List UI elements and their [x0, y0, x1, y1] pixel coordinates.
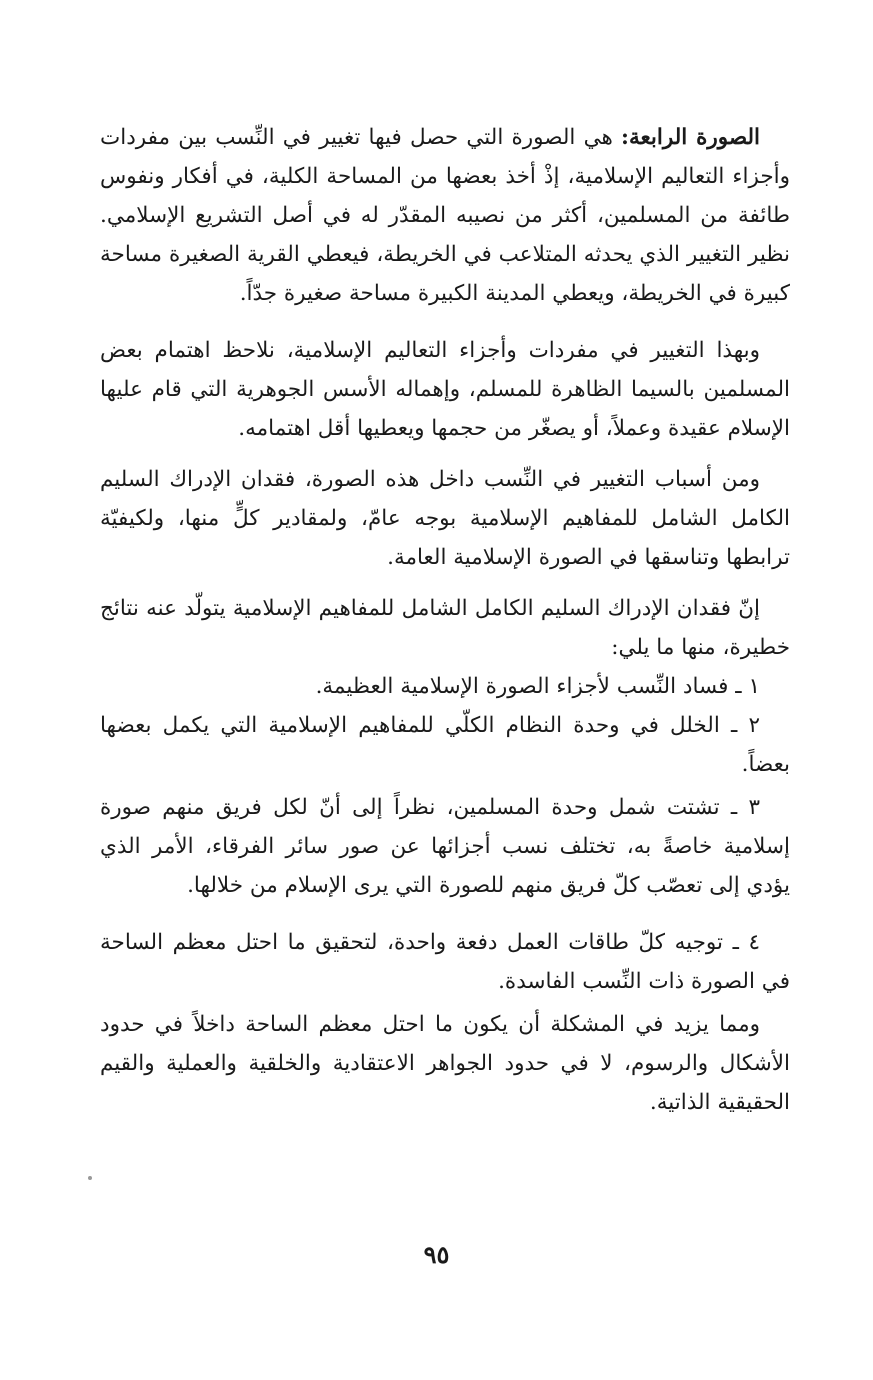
paragraph-problem-aggravation: ومما يزيد في المشكلة أن يكون ما احتل معظم الساحة داخلاً في حدود الأشكال والرسوم، لا في حدود الجواهر الاعتقادية والخلقية والعملية والقيم الحقيقية الذاتية. — [100, 1012, 790, 1115]
page-body — [100, 118, 790, 1122]
paragraph-lead-heading: الصورة الرابعة: — [621, 125, 760, 150]
paragraph-change-effects: وبهذا التغيير في مفردات وأجزاء التعاليم الإسلامية، نلاحظ اهتمام بعض المسلمين بالسيما الظاهرة للمسلم، وإهماله الأسس الجوهرية التي قام عليها الإسلام عقيدة وعملاً، أو يصغّر من حجمها ويعطيها أقل اهتمامه. — [100, 338, 790, 441]
paragraph-consequences-intro: إنّ فقدان الإدراك السليم الكامل الشامل للمفاهيم الإسلامية يتولّد عنه نتائج خطيرة، منها ما يلي: — [100, 596, 790, 660]
list-item-1: ١ ـ فساد النِّسب لأجزاء الصورة الإسلامية العظيمة. — [315, 674, 760, 699]
paragraph-text: هي الصورة التي حصل فيها تغيير في النِّسب بين مفردات وأجزاء التعاليم الإسلامية، إذْ أخذ بعضها من المساحة الكلية، في أفكار ونفوس طائفة من المسلمين، أكثر من نصيبه المقدّر له في أصل التشريع الإسلامي. نظير التغيير الذي يحدثه المتلاعب في الخريطة، فيعطي القرية الصغيرة مساحة كبيرة في الخريطة، ويعطي المدينة الكبيرة مساحة صغيرة جدّاً. — [100, 125, 790, 306]
list-item-4: ٤ ـ توجيه كلّ طاقات العمل دفعة واحدة، لتحقيق ما احتل معظم الساحة في الصورة ذات النِّسب الفاسدة. — [100, 930, 790, 994]
list-item-3: ٣ ـ تشتت شمل وحدة المسلمين، نظراً إلى أنّ لكل فريق منهم صورة إسلامية خاصةً به، تختلف نسب أجزائها عن صور سائر الفرقاء، الأمر الذي يؤدي إلى تعصّب كلّ فريق منهم للصورة التي يرى الإسلام من خلالها. — [100, 795, 790, 898]
scan-dot-mark — [88, 1176, 92, 1180]
paragraph-change-causes: ومن أسباب التغيير في النِّسب داخل هذه الصورة، فقدان الإدراك السليم الكامل الشامل للمفاهيم الإسلامية بوجه عامّ، ولمقادير كلٍّ منها، ولكيفيّة ترابطها وتناسقها في الصورة الإسلامية العامة. — [100, 467, 790, 570]
paragraph-fourth-image — [100, 118, 790, 313]
page-number: ٩٥ — [423, 1240, 450, 1269]
list-item-2: ٢ ـ الخلل في وحدة النظام الكلّي للمفاهيم الإسلامية التي يكمل بعضها بعضاً. — [100, 713, 790, 777]
